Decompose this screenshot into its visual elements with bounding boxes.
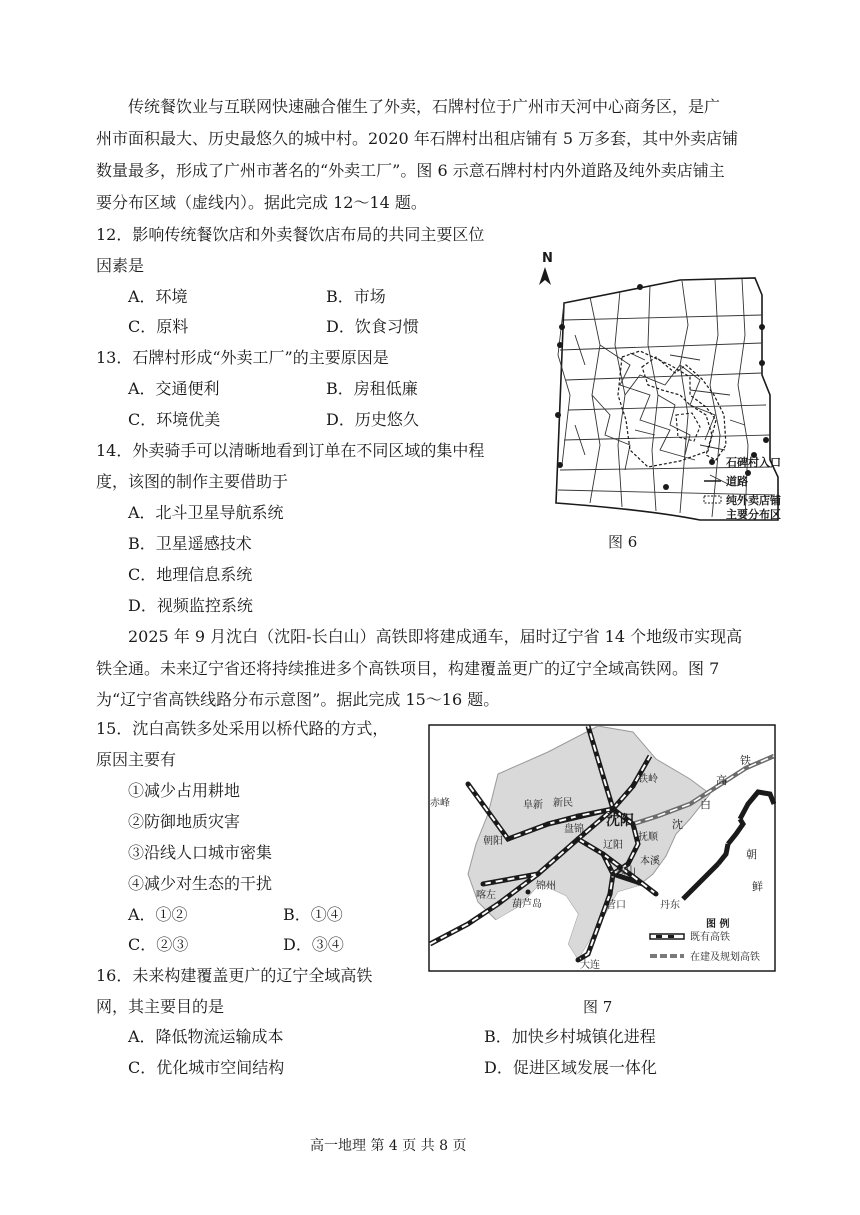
q12-option-a: A．环境 — [128, 287, 188, 306]
q15-option-c: C．②③ — [128, 935, 189, 954]
figure6-caption: 图 6 — [608, 533, 638, 551]
passage2-line1: 2025 年 9 月沈白（沈阳-长白山）高铁即将建成通车，届时辽宁省 14 个地级市实现高 — [128, 627, 743, 646]
city-fuxin: 阜新 — [523, 800, 543, 811]
legend-title: 图 例 — [706, 919, 730, 930]
q16-option-a: A．降低物流运输成本 — [128, 1027, 284, 1046]
q14-option-d: D．视频监控系统 — [128, 596, 253, 615]
q16-stem-cont: 网，其主要目的是 — [96, 997, 225, 1016]
passage1-line2: 州市面积最大、历史最悠久的城中村。2020 年石牌村出租店铺有 5 万多套，其中外卖店铺 — [96, 129, 739, 148]
legend-area-label-2: 主要分布区 — [726, 508, 781, 521]
q16-option-b: B．加快乡村城镇化进程 — [484, 1027, 656, 1046]
passage1-line1: 传统餐饮业与互联网快速融合催生了外卖，石牌村位于广州市天河中心商务区，是广 — [128, 97, 721, 116]
city-fushun: 抚顺 — [638, 832, 658, 843]
city-chifeng: 赤峰 — [430, 798, 450, 809]
north-label: N — [542, 251, 553, 266]
q15-option-a: A．①② — [128, 905, 188, 924]
city-shenyang: 沈阳 — [606, 813, 634, 829]
city-chaoyang: 朝阳 — [483, 836, 503, 847]
q12-option-c: C．原料 — [128, 317, 189, 336]
city-panjin: 盘锦 — [564, 824, 584, 835]
city-liaoyang: 辽阳 — [603, 840, 623, 851]
route-label-tie: 铁 — [740, 754, 751, 767]
city-dalian: 大连 — [580, 960, 600, 971]
q15-item-1: ①减少占用耕地 — [128, 781, 241, 800]
city-jinzhou: 锦州 — [536, 881, 556, 892]
legend-entrance-icon — [709, 459, 715, 465]
legend-planned-label: 在建及规划高铁 — [690, 952, 760, 963]
city-tieling: 铁岭 — [638, 774, 658, 785]
legend-area-icon — [704, 496, 721, 503]
route-label-shen: 沈 — [672, 818, 683, 831]
figure7-caption: 图 7 — [583, 998, 613, 1016]
city-anshan: 鞍山 — [616, 866, 636, 877]
q14-option-a: A．北斗卫星导航系统 — [128, 503, 284, 522]
page-footer: 高一地理 第 4 页 共 8 页 — [310, 1138, 467, 1154]
q12-stem: 12．影响传统餐饮店和外卖餐饮店布局的共同主要区位 — [96, 225, 485, 244]
q13-option-a: A．交通便利 — [128, 379, 220, 398]
q12-option-d: D．饮食习惯 — [326, 317, 419, 336]
q15-stem-cont: 原因主要有 — [96, 750, 177, 769]
legend-existing-label: 既有高铁 — [690, 932, 730, 943]
q13-option-b: B．房租低廉 — [326, 379, 418, 398]
q13-stem: 13．石牌村形成“外卖工厂”的主要原因是 — [96, 348, 389, 367]
q14-stem: 14．外卖骑手可以清晰地看到订单在不同区域的集中程 — [96, 441, 485, 460]
takeout-area-west — [618, 351, 716, 467]
q14-option-b: B．卫星遥感技术 — [128, 534, 252, 553]
legend-road-label: 道路 — [726, 475, 748, 488]
city-kazuo: 喀左 — [476, 890, 496, 901]
q15-option-b: B．①④ — [283, 905, 343, 924]
city-yingkou: 营口 — [606, 900, 626, 911]
q12-option-b: B．市场 — [326, 287, 386, 306]
q15-item-2: ②防御地质灾害 — [128, 812, 241, 831]
country-label-chao: 朝 — [746, 848, 757, 861]
q16-stem: 16．未来构建覆盖更广的辽宁全域高铁 — [96, 966, 373, 985]
q15-item-4: ④减少对生态的干扰 — [128, 874, 273, 893]
route-label-gao: 高 — [716, 774, 727, 787]
passage2-line2: 铁全通。未来辽宁省还将持续推进多个高铁项目，构建覆盖更广的辽宁全域高铁网。图 7 — [96, 659, 720, 678]
country-label-xian: 鲜 — [752, 880, 763, 893]
q14-option-c: C．地理信息系统 — [128, 565, 253, 584]
takeout-area-east — [642, 357, 726, 460]
q16-option-d: D．促进区域发展一体化 — [484, 1058, 657, 1077]
north-arrow-icon — [539, 267, 551, 285]
passage1-line4: 要分布区域（虚线内）。据此完成 12～14 题。 — [96, 193, 427, 212]
city-dandong: 丹东 — [660, 900, 680, 911]
city-benxi: 本溪 — [640, 856, 660, 867]
legend-area-label: 纯外卖店铺 — [726, 494, 781, 507]
q12-stem-cont: 因素是 — [96, 256, 145, 275]
q15-item-3: ③沿线人口城市密集 — [128, 843, 273, 862]
q13-option-d: D．历史悠久 — [326, 410, 419, 429]
city-huludao: 葫芦岛 — [512, 899, 542, 910]
q16-option-c: C．优化城市空间结构 — [128, 1058, 285, 1077]
q15-option-d: D．③④ — [283, 935, 344, 954]
figure7-map — [428, 724, 776, 972]
q13-option-c: C．环境优美 — [128, 410, 221, 429]
figure6-map — [530, 245, 805, 525]
q14-stem-cont: 度，该图的制作主要借助于 — [96, 472, 289, 491]
route-label-bai: 白 — [700, 798, 711, 811]
city-xinmin: 新民 — [553, 798, 573, 809]
legend-entrance-label: 石碑村入口 — [726, 456, 781, 469]
q15-stem: 15．沈白高铁多处采用以桥代路的方式， — [96, 719, 389, 738]
passage2-line3: 为“辽宁省高铁线路分布示意图”。据此完成 15～16 题。 — [96, 690, 500, 709]
passage1-line3: 数量最多，形成了广州市著名的“外卖工厂”。图 6 示意石牌村村内外道路及纯外卖店铺主 — [96, 161, 725, 180]
